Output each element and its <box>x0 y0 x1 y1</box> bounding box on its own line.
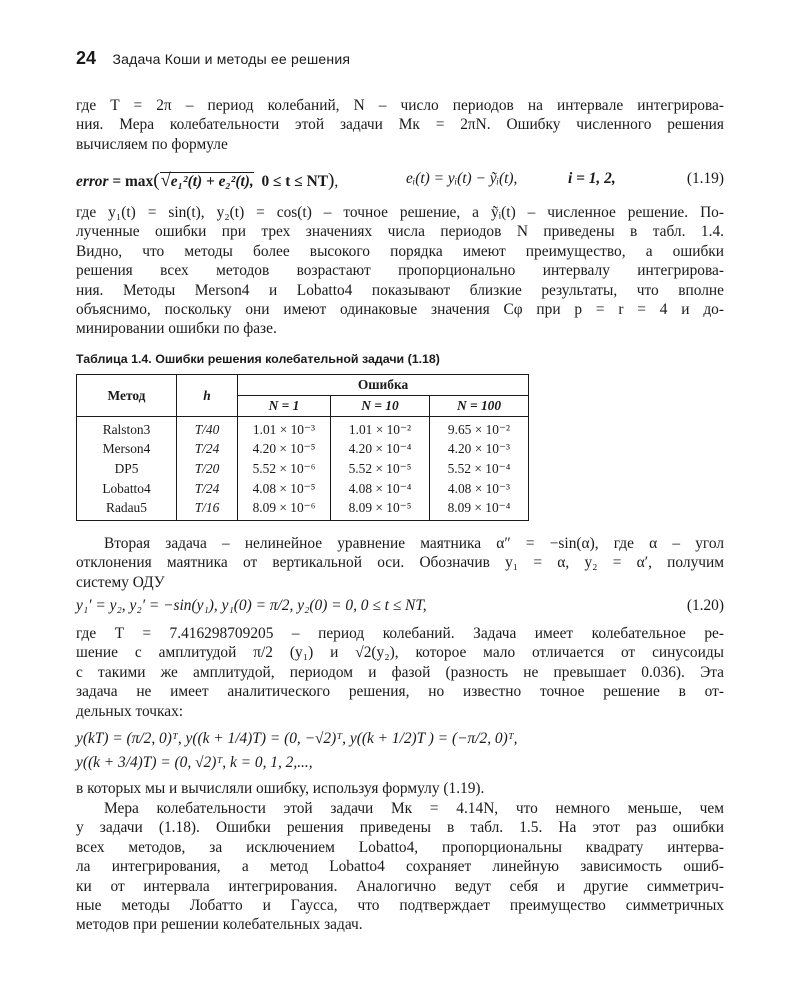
text-line: шение с амплитудой π/2 (y₁) и √2(y₂), которое мало отличается от синусоиды <box>76 644 724 662</box>
eq-number-1-20: (1.20) <box>686 597 724 614</box>
eq-root-body: e₁²(t) + e₂²(t), <box>170 173 254 190</box>
text-line: решения всех методов возрастают пропорционально интервалу интегрирова- <box>76 262 724 280</box>
text-line: лученные ошибки при трех значениях числа периодов N приведены в табл. 1.4. <box>76 223 724 241</box>
table-cell-method: Radau5 <box>77 498 177 520</box>
text-line: ния. Методы Merson4 и Lobatto4 показывают близкие результаты, что вполне <box>76 281 724 299</box>
table-header-h: h <box>177 375 238 417</box>
table-cell-value: 4.08 × 10⁻³ <box>430 479 529 499</box>
eq-ode-system: y₁′ = y₂, y₂′ = −sin(y₁), y₁(0) = π/2, y₂(0) = 0, 0 ≤ t ≤ NT, <box>76 597 427 614</box>
table-cell-method: DP5 <box>77 459 177 479</box>
table-cell-h: T/24 <box>177 440 238 460</box>
eq-error-label: error <box>76 173 109 190</box>
text-line: минировании ошибки по фазе. <box>76 320 277 338</box>
table-cell-value: 8.09 × 10⁻⁶ <box>238 498 331 520</box>
text-line: где T = 2π – период колебаний, N – число периодов на интервале интегрирова- <box>76 97 724 114</box>
table-row <box>77 440 529 460</box>
text-line: объяснимо, поскольку они имеют одинаковые значения Cφ при p = r = 4 и до- <box>76 301 724 319</box>
table-header-n1: N = 1 <box>238 396 331 417</box>
table-cell-value: 4.20 × 10⁻⁴ <box>331 440 430 460</box>
error-table <box>76 374 529 521</box>
table-row <box>77 417 529 440</box>
table-cell-value: 9.65 × 10⁻² <box>430 417 529 440</box>
text-line: дельных точках: <box>76 702 184 720</box>
table-header-error: Ошибка <box>238 375 529 396</box>
table-cell-h: T/20 <box>177 459 238 479</box>
table-cell-value: 5.52 × 10⁻⁵ <box>331 459 430 479</box>
eq-range: 0 ≤ t ≤ NT <box>261 173 328 190</box>
table-cell-value: 8.09 × 10⁻⁵ <box>331 498 430 520</box>
table-cell-value: 4.20 × 10⁻⁵ <box>238 440 331 460</box>
running-header <box>76 48 350 69</box>
paragraph-measure <box>76 799 724 935</box>
table-cell-h: T/40 <box>177 417 238 440</box>
eq-max: = max <box>112 173 154 190</box>
table-cell-method: Ralston3 <box>77 417 177 440</box>
text-line: ла интегрирования, а метод Lobatto4 сохраняет линейную зависимость ошиб- <box>76 858 724 876</box>
eq-residual: eᵢ(t) = yᵢ(t) − ỹᵢ(t), <box>406 170 518 187</box>
running-title: Задача Коши и методы ее решения <box>112 51 351 67</box>
paragraph-compute <box>76 779 724 798</box>
text-line: с такими же амплитудой, периодом и фазой (разность не превышает 0.036). Эта <box>76 663 724 681</box>
text-line: ния. Мера колебательности этой задачи Mк = 2πN. Ошибку численного решения <box>76 116 724 134</box>
table-header-n10: N = 10 <box>331 396 430 417</box>
exact-points-line-2: y((k + 3/4)T) = (0, √2)ᵀ, k = 0, 1, 2,..., <box>76 754 313 771</box>
eq-number-1-19: (1.19) <box>686 170 724 187</box>
table-caption: Таблица 1.4. Ошибки решения колебательной задачи (1.18) <box>76 352 440 366</box>
text-line: ные методы Лобатто и Гаусса, что подтверждает преимущество симметричных <box>76 897 724 915</box>
table-cell-h: T/24 <box>177 479 238 499</box>
text-line: задача не имеет аналитического решения, но известно точное решение в от- <box>76 683 724 701</box>
equation-1-20 <box>76 597 724 619</box>
paragraph-solution <box>76 624 724 721</box>
table-cell-value: 5.52 × 10⁻⁶ <box>238 459 331 479</box>
table-cell-value: 1.01 × 10⁻² <box>331 417 430 440</box>
table-cell-h: T/16 <box>177 498 238 520</box>
table-cell-value: 4.08 × 10⁻⁴ <box>331 479 430 499</box>
table-cell-value: 5.52 × 10⁻⁴ <box>430 459 529 479</box>
text-line: вычисляем по формуле <box>76 135 228 153</box>
text-line: где y₁(t) = sin(t), y₂(t) = cos(t) – точное решение, а ỹᵢ(t) – численное решение. По- <box>76 204 724 221</box>
table-cell-value: 1.01 × 10⁻³ <box>238 417 331 440</box>
text-line: систему ОДУ <box>76 573 165 591</box>
table-header-n100: N = 100 <box>430 396 529 417</box>
text-line: Видно, что методы более высокого порядка имеют преимущество, а ошибки <box>76 242 724 260</box>
table-row <box>77 498 529 520</box>
text-line: ки от интервала интегрирования. Аналогично ведут себя и другие симметрич- <box>76 877 724 895</box>
table-cell-method: Merson4 <box>77 440 177 460</box>
text-line: Вторая задача – нелинейное уравнение маятника α″ = −sin(α), где α – угол <box>104 535 724 552</box>
table-cell-value: 4.20 × 10⁻³ <box>430 440 529 460</box>
page-number: 24 <box>76 48 97 68</box>
table-header-method: Метод <box>77 375 177 417</box>
table-cell-value: 8.09 × 10⁻⁴ <box>430 498 529 520</box>
table-row <box>77 479 529 499</box>
text-line: у задачи (1.18). Ошибки решения приведены в табл. 1.5. На этот раз ошибки <box>76 819 724 837</box>
exact-points-line-1: y(kT) = (π/2, 0)ᵀ, y((k + 1/4)T) = (0, −√2)ᵀ, y((k + 1/2)T ) = (−π/2, 0)ᵀ, <box>76 730 518 747</box>
text-line: в которых мы и вычисляли ошибку, используя формулу (1.19). <box>76 780 485 797</box>
text-line: Мера колебательности этой задачи Mк = 4.14N, что немного меньше, чем <box>104 800 724 817</box>
text-line: где T = 7.416298709205 – период колебаний. Задача имеет колебательное ре- <box>76 625 724 642</box>
table-cell-method: Lobatto4 <box>77 479 177 499</box>
eq-index: i = 1, 2, <box>568 170 616 187</box>
table-cell-value: 4.08 × 10⁻⁵ <box>238 479 331 499</box>
paragraph-period <box>76 96 724 154</box>
equation-1-19: error = max(√e₁²(t) + e₂²(t), 0 ≤ t ≤ NT), eᵢ(t) = yᵢ(t) − ỹᵢ(t), i = 1, 2, (1.19) <box>76 170 724 191</box>
paragraph-results <box>76 203 724 339</box>
text-line: отклонения маятника от вертикальной оси. Обозначив y₁ = α, y₂ = α′, получим <box>76 554 724 572</box>
paragraph-pendulum <box>76 534 724 592</box>
table-row <box>77 459 529 479</box>
text-line: всех методов, за исключением Lobatto4, пропорциональны квадрату интерва- <box>76 838 724 856</box>
text-line: методов при решении колебательных задач. <box>76 916 363 934</box>
